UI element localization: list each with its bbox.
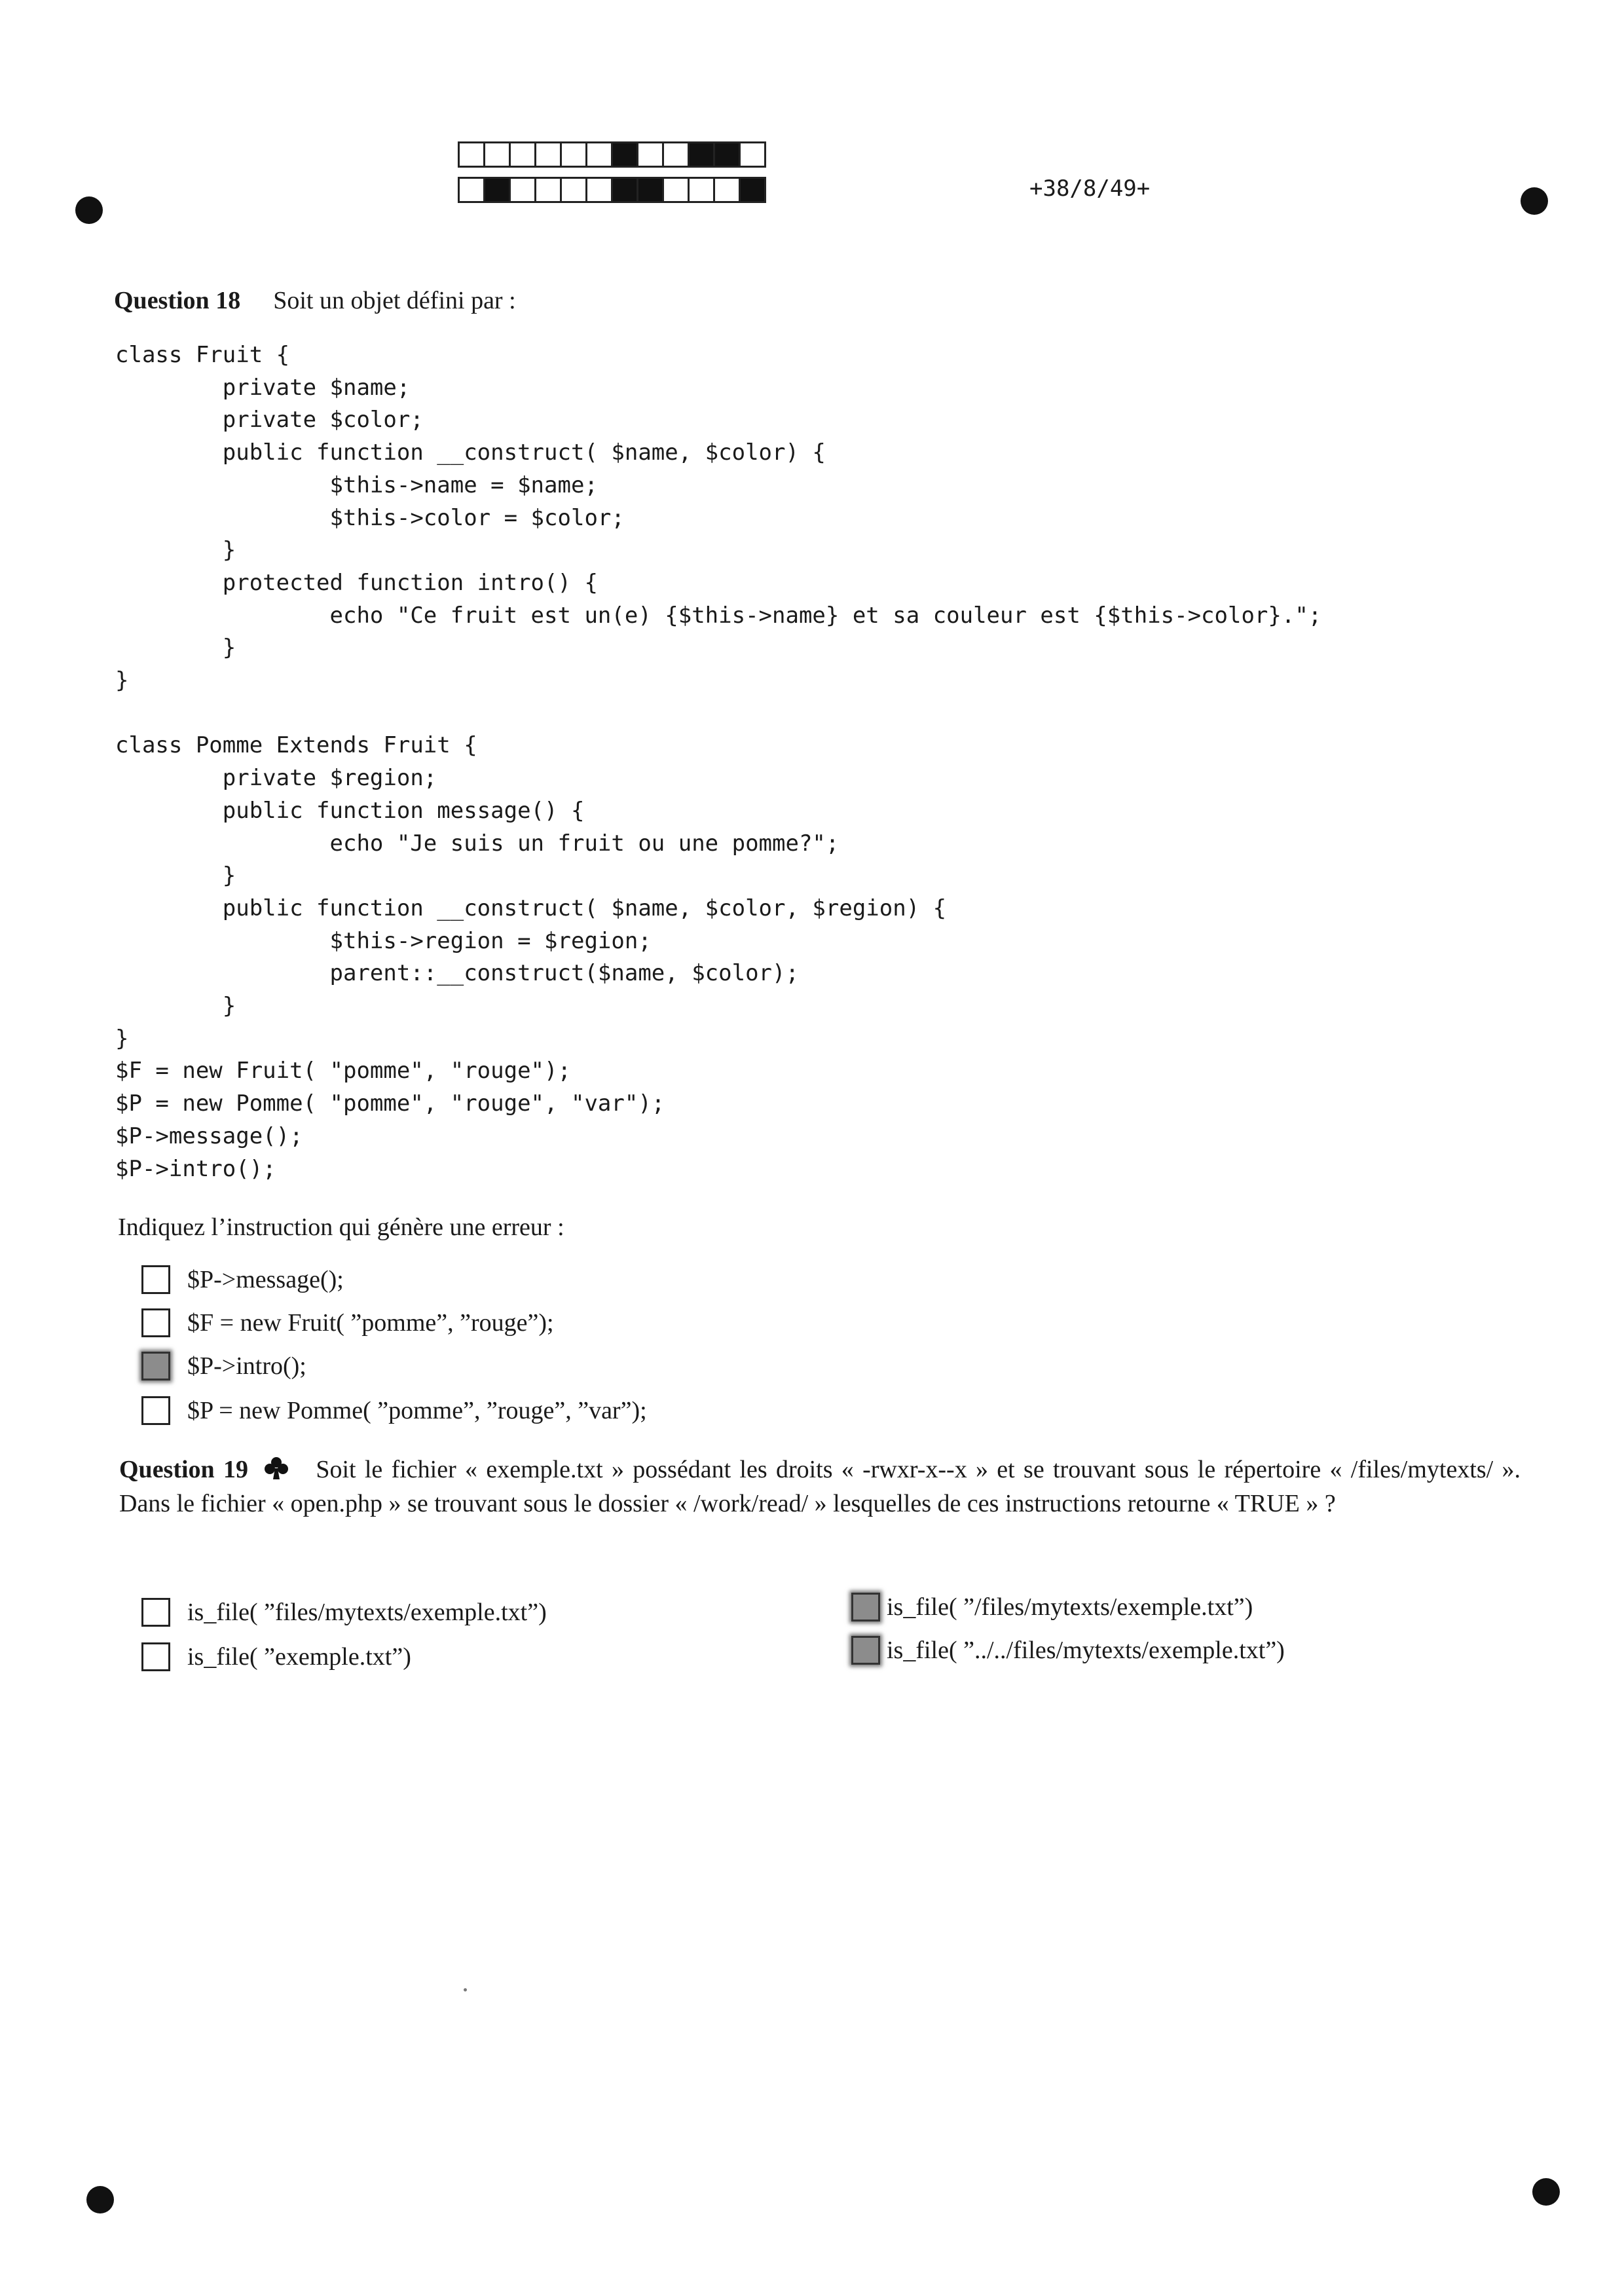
barcode-cell bbox=[713, 177, 741, 203]
question-18-label: Question 18 bbox=[114, 287, 241, 314]
barcode-cell bbox=[662, 177, 690, 203]
question-19-text: Soit le fichier « exemple.txt » possédant les droits « -rwxr-x--x » et se trouvant sous le répertoire « /files/mytexts/ ». Dans le fichier « open.php » se trouvant sous le dossier « /work/read/ » lesquelles de ces instructions retourne « TRUE » ? bbox=[119, 1456, 1521, 1517]
question-19-label: Question 19 bbox=[119, 1456, 248, 1483]
barcode-cell bbox=[458, 141, 485, 168]
barcode-cell bbox=[560, 141, 587, 168]
answer-option[interactable] bbox=[141, 1396, 647, 1425]
barcode-cell bbox=[611, 141, 638, 168]
barcode-cell bbox=[739, 177, 766, 203]
answer-option[interactable] bbox=[141, 1265, 344, 1294]
answer-checkbox[interactable] bbox=[141, 1265, 170, 1294]
barcode-cell bbox=[611, 177, 638, 203]
answer-checkbox[interactable] bbox=[141, 1308, 170, 1337]
answer-checkbox-checked[interactable] bbox=[141, 1352, 170, 1380]
barcode-cell bbox=[458, 177, 485, 203]
barcode-cell bbox=[509, 141, 536, 168]
barcode-cell bbox=[483, 177, 511, 203]
barcode-cell bbox=[509, 177, 536, 203]
answer-option[interactable] bbox=[141, 1598, 547, 1627]
club-icon bbox=[263, 1456, 289, 1480]
question-18-intro: Soit un objet défini par : bbox=[273, 287, 516, 314]
barcode-cell bbox=[483, 141, 511, 168]
registration-mark-top-right bbox=[1521, 187, 1548, 215]
answer-checkbox[interactable] bbox=[141, 1396, 170, 1425]
answer-text: is_file( ”files/mytexts/exemple.txt”) bbox=[187, 1599, 547, 1626]
code-listing: class Fruit { private $name; private $color; public function __construct( $name, $color) { $this->name = $name; $this->color = $color; } protected function intro() { echo "Ce fruit est un(e) {$this->name} et sa couleur est {$this->color}."; } } class Pomme Extends Fruit { private $region; public function message() { echo "Je suis un fruit ou une pomme?"; } public function __construct( $name, $color, $region) { $this->region = $region; parent::__construct($name, $color); } } $F = new Fruit( "pomme", "rouge"); $P = new Pomme( "pomme", "rouge", "var"); $P->message(); $P->intro(); bbox=[115, 342, 1322, 1182]
answer-text: is_file( ”../../files/mytexts/exemple.txt”) bbox=[887, 1637, 1285, 1664]
barcode-row-bottom bbox=[460, 177, 766, 203]
answer-option[interactable] bbox=[141, 1352, 306, 1380]
question-18-heading bbox=[114, 284, 516, 317]
barcode-cell bbox=[637, 141, 664, 168]
answer-checkbox[interactable] bbox=[141, 1642, 170, 1671]
registration-mark-top-left bbox=[75, 196, 103, 224]
answer-checkbox[interactable] bbox=[141, 1598, 170, 1627]
question-18-prompt: Indiquez l’instruction qui génère une erreur : bbox=[118, 1213, 564, 1241]
barcode-cell bbox=[688, 177, 715, 203]
registration-mark-bottom-right bbox=[1532, 2178, 1560, 2206]
answer-option[interactable] bbox=[141, 1308, 554, 1337]
barcode-cell bbox=[585, 177, 613, 203]
barcode-cell bbox=[637, 177, 664, 203]
barcode-cell bbox=[739, 141, 766, 168]
answer-text: $P->intro(); bbox=[187, 1352, 306, 1380]
page-code: +38/8/49+ bbox=[1029, 176, 1151, 202]
answer-text: $P = new Pomme( ”pomme”, ”rouge”, ”var”); bbox=[187, 1397, 647, 1424]
barcode-cell bbox=[534, 177, 562, 203]
barcode-row-top bbox=[460, 141, 766, 168]
scan-speck bbox=[464, 1988, 467, 1991]
barcode-cell bbox=[713, 141, 741, 168]
answer-option[interactable] bbox=[851, 1636, 1285, 1665]
registration-mark-bottom-left bbox=[86, 2186, 114, 2213]
barcode-cell bbox=[585, 141, 613, 168]
answer-text: is_file( ”/files/mytexts/exemple.txt”) bbox=[887, 1593, 1253, 1621]
answer-checkbox-checked[interactable] bbox=[851, 1636, 880, 1665]
answer-text: $F = new Fruit( ”pomme”, ”rouge”); bbox=[187, 1309, 554, 1337]
question-19-body bbox=[119, 1453, 1521, 1521]
answer-option[interactable] bbox=[141, 1642, 411, 1671]
barcode-cell bbox=[534, 141, 562, 168]
barcode-cell bbox=[662, 141, 690, 168]
answer-option[interactable] bbox=[851, 1593, 1253, 1621]
answer-checkbox-checked[interactable] bbox=[851, 1593, 880, 1621]
answer-text: $P->message(); bbox=[187, 1266, 344, 1293]
barcode-cell bbox=[688, 141, 715, 168]
barcode-cell bbox=[560, 177, 587, 203]
answer-text: is_file( ”exemple.txt”) bbox=[187, 1643, 411, 1671]
